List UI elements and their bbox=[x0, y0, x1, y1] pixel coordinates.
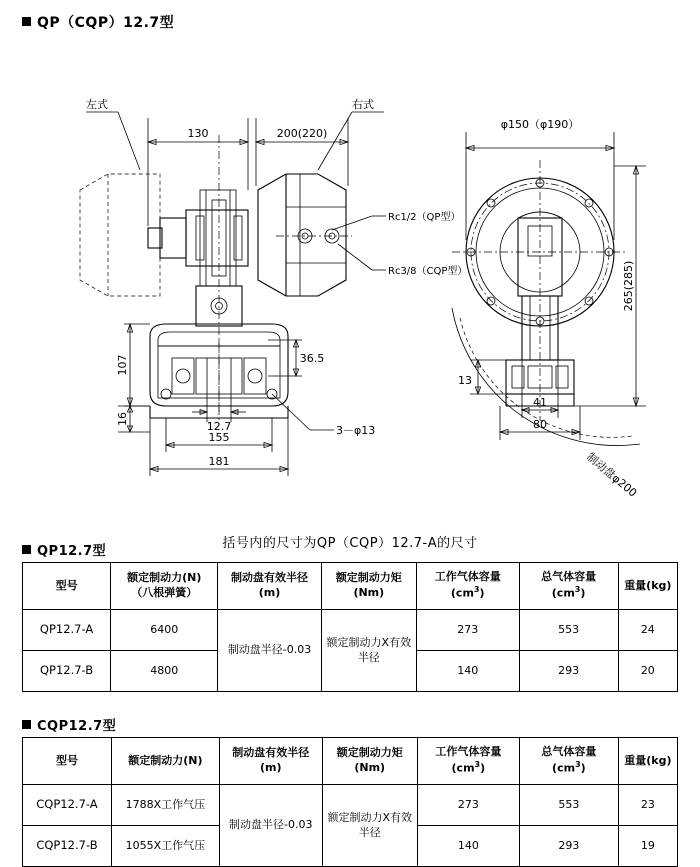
bullet-square-icon bbox=[22, 720, 31, 729]
col-weight bbox=[618, 738, 677, 785]
col-model bbox=[23, 563, 111, 610]
dim-41: 41 bbox=[533, 396, 547, 409]
label-right-type: 右式 bbox=[352, 98, 374, 111]
col-torque-l1: 额定制动力矩 bbox=[336, 746, 403, 760]
col-effective-radius-l2: (m) bbox=[259, 761, 282, 774]
col-working-volume-l2: $(cm^3)$ bbox=[450, 585, 485, 600]
dim-phi150: φ150（φ190） bbox=[500, 118, 580, 131]
dim-16: 16 bbox=[116, 412, 129, 426]
col-total-volume-l1: 总气体容量 bbox=[541, 570, 597, 584]
cell-weight: 24 bbox=[618, 610, 677, 651]
col-working-volume-l2: $(cm^3)$ bbox=[451, 760, 486, 775]
col-torque-l2: (Nm) bbox=[353, 586, 385, 599]
section-title-qp bbox=[22, 540, 106, 559]
col-torque bbox=[322, 738, 417, 785]
cell-torque: 额定制动力X有效半径 bbox=[321, 610, 416, 692]
section-title-qp-text: QP12.7型 bbox=[37, 544, 107, 559]
col-effective-radius bbox=[218, 563, 321, 610]
cell-weight: 20 bbox=[618, 651, 677, 692]
dim-12-7: 12.7 bbox=[206, 420, 232, 433]
col-torque bbox=[321, 563, 416, 610]
cell-total-volume: 553 bbox=[519, 610, 618, 651]
dim-107: 107 bbox=[116, 354, 129, 376]
col-weight bbox=[618, 563, 677, 610]
col-weight-l1: 重量(kg) bbox=[624, 753, 672, 767]
cell-working-volume: 140 bbox=[416, 651, 519, 692]
dim-181: 181 bbox=[208, 455, 230, 468]
col-working-volume bbox=[417, 738, 519, 785]
cell-torque: 额定制动力X有效半径 bbox=[322, 785, 417, 867]
bullet-square-icon bbox=[22, 545, 31, 554]
col-effective-radius bbox=[219, 738, 322, 785]
col-total-volume-l1: 总气体容量 bbox=[541, 745, 597, 759]
dim-13: 13 bbox=[458, 374, 472, 387]
table-header-row bbox=[23, 563, 678, 610]
cell-model: QP12.7-A bbox=[23, 610, 111, 651]
table-row bbox=[23, 785, 678, 826]
cell-radius: 制动盘半径-0.03 bbox=[218, 610, 321, 692]
dim-80: 80 bbox=[533, 418, 547, 431]
table-qp bbox=[22, 562, 678, 692]
cell-force: 1788X工作气压 bbox=[111, 785, 219, 826]
col-model-l1: 型号 bbox=[55, 578, 78, 592]
cell-total-volume: 553 bbox=[519, 785, 618, 826]
section-title-cqp-text: CQP12.7型 bbox=[37, 719, 117, 734]
col-total-volume bbox=[519, 563, 618, 610]
col-torque-l2: (Nm) bbox=[354, 761, 386, 774]
col-working-volume-l1: 工作气体容量 bbox=[435, 745, 502, 759]
dim-155: 155 bbox=[208, 431, 230, 444]
cell-working-volume: 140 bbox=[417, 826, 519, 867]
technical-drawing bbox=[0, 40, 700, 551]
dim-130: 130 bbox=[187, 127, 209, 140]
table-cqp bbox=[22, 737, 678, 867]
col-effective-radius-l1: 制动盘有效半径 bbox=[232, 746, 310, 760]
cell-working-volume: 273 bbox=[416, 610, 519, 651]
cell-working-volume: 273 bbox=[417, 785, 519, 826]
label-rc38: Rc3/8（CQP型） bbox=[388, 266, 468, 277]
table-header-row bbox=[23, 738, 678, 785]
label-left-type: 左式 bbox=[86, 98, 108, 111]
bullet-square-icon bbox=[22, 17, 31, 26]
label-rc12: Rc1/2（QP型） bbox=[388, 212, 461, 223]
cell-total-volume: 293 bbox=[519, 651, 618, 692]
col-rated-force bbox=[111, 738, 219, 785]
section-title-cqp bbox=[22, 715, 116, 734]
cell-weight: 19 bbox=[618, 826, 677, 867]
col-rated-force-l1: 额定制动力(N) bbox=[127, 571, 202, 585]
cell-weight: 23 bbox=[618, 785, 677, 826]
cell-total-volume: 293 bbox=[519, 826, 618, 867]
table-row bbox=[23, 610, 678, 651]
col-rated-force bbox=[111, 563, 218, 610]
drawing-caption: 括号内的尺寸为QP（CQP）12.7-A的尺寸 bbox=[222, 536, 478, 551]
cell-radius: 制动盘半径-0.03 bbox=[219, 785, 322, 867]
cell-model: CQP12.7-A bbox=[23, 785, 112, 826]
cell-force: 4800 bbox=[111, 651, 218, 692]
col-total-volume-l2: $(cm^3)$ bbox=[552, 760, 586, 775]
col-model bbox=[23, 738, 112, 785]
label-disc-phi200: 制动盘φ200 bbox=[584, 450, 640, 500]
page-title-text: QP（CQP）12.7型 bbox=[37, 15, 175, 31]
drawing-svg bbox=[0, 40, 700, 520]
cell-model: CQP12.7-B bbox=[23, 826, 112, 867]
col-torque-l1: 额定制动力矩 bbox=[335, 571, 402, 585]
col-rated-force-l1: 额定制动力(N) bbox=[128, 753, 203, 767]
col-model-l1: 型号 bbox=[55, 753, 78, 767]
dim-265-285: 265(285) bbox=[622, 260, 635, 312]
label-3xphi13: 3－φ13 bbox=[336, 424, 376, 437]
dim-200-220: 200(220) bbox=[276, 127, 328, 140]
col-effective-radius-l1: 制动盘有效半径 bbox=[231, 571, 309, 585]
cell-force: 6400 bbox=[111, 610, 218, 651]
col-total-volume bbox=[519, 738, 618, 785]
page-title bbox=[22, 12, 174, 32]
dim-36-5: 36.5 bbox=[299, 352, 325, 365]
col-working-volume-l1: 工作气体容量 bbox=[434, 570, 501, 584]
cell-force: 1055X工作气压 bbox=[111, 826, 219, 867]
col-effective-radius-l2: (m) bbox=[258, 586, 281, 599]
cell-model: QP12.7-B bbox=[23, 651, 111, 692]
col-rated-force-l2: （八根弹簧） bbox=[131, 586, 198, 599]
col-weight-l1: 重量(kg) bbox=[624, 578, 672, 592]
col-total-volume-l2: $(cm^3)$ bbox=[551, 585, 586, 600]
col-working-volume bbox=[416, 563, 519, 610]
